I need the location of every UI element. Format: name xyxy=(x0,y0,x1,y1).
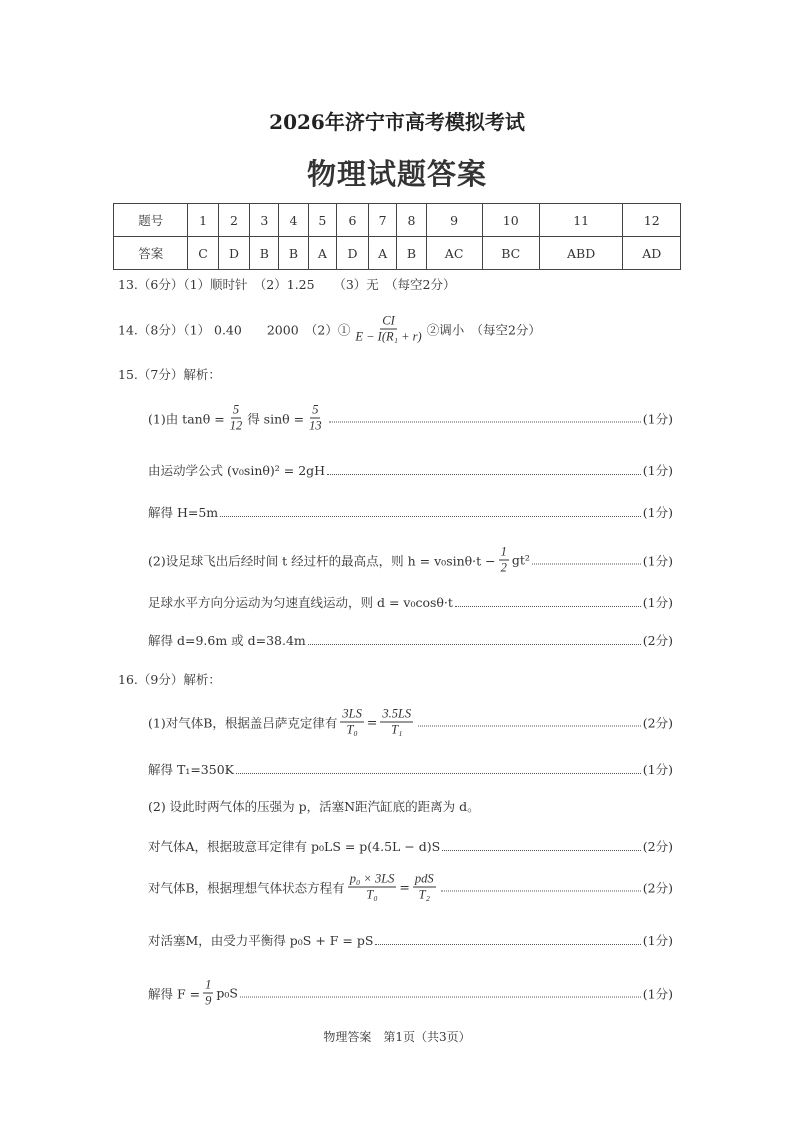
numerator: pdS xyxy=(414,871,434,886)
dot-leader xyxy=(455,598,641,607)
page-footer: 物理答案 第1页（共3页） xyxy=(323,1030,471,1044)
question-number-cell: 4 xyxy=(279,204,308,237)
dot-leader xyxy=(236,765,641,774)
answer-text: 对活塞M，由受力平衡得 p₀S + F = pS xyxy=(148,933,374,948)
answer-line xyxy=(148,760,673,778)
answer-line xyxy=(148,403,673,434)
numerator: 1 xyxy=(205,977,212,992)
dot-leader xyxy=(240,989,641,998)
question-number-cell: 3 xyxy=(250,204,279,237)
answer-cell: C xyxy=(188,237,218,270)
answer-line xyxy=(148,797,673,815)
answer-cell: BC xyxy=(482,237,539,270)
fraction xyxy=(340,707,363,738)
answer-text: 得 sinθ = xyxy=(247,411,305,426)
dot-leader xyxy=(532,556,641,565)
answer-text: 13.（6分）（1）顺时针 （2）1.25 （3）无 （每空2分） xyxy=(118,277,456,292)
answer-cell: A xyxy=(308,237,337,270)
answer-text: = xyxy=(399,879,410,895)
score-label: (1分) xyxy=(642,411,673,426)
dot-leader xyxy=(329,414,641,423)
answer-text: 16.（9分）解析： xyxy=(118,672,221,687)
answer-cell: ABD xyxy=(539,237,623,270)
score-label: (1分) xyxy=(642,463,673,478)
answer-text: 解得 d=9.6m 或 d=38.4m xyxy=(148,633,306,648)
fraction xyxy=(353,314,423,345)
answer-text: (2) 设此时两气体的压强为 p，活塞N距汽缸底的距离为 d。 xyxy=(148,799,480,814)
answer-text: 足球水平方向分运动为匀速直线运动，则 d = v₀cosθ·t xyxy=(148,595,453,610)
answer-line xyxy=(118,365,678,383)
table-row-answers xyxy=(114,237,681,270)
answer-line xyxy=(118,275,678,293)
answer-text: 对气体B，根据理想气体状态方程有 xyxy=(148,880,345,895)
answer-line xyxy=(148,631,673,649)
dot-leader xyxy=(308,636,641,645)
answer-cell: B xyxy=(397,237,426,270)
question-number-cell: 5 xyxy=(308,204,337,237)
dot-leader xyxy=(442,842,641,851)
answer-text: gt² xyxy=(511,552,530,568)
numerator: 5 xyxy=(312,402,319,417)
answer-line xyxy=(148,461,673,479)
score-label: (1分) xyxy=(642,505,673,520)
answer-line xyxy=(148,707,673,738)
answer-text: 解得 H=5m xyxy=(148,505,219,520)
question-number-cell: 6 xyxy=(337,204,369,237)
dot-leader xyxy=(418,718,641,727)
fraction xyxy=(203,978,213,1009)
numerator: 5 xyxy=(232,402,240,417)
fraction xyxy=(380,707,413,738)
answer-text: = xyxy=(366,714,378,730)
question-number-cell: 1 xyxy=(188,204,218,237)
score-label: (1分) xyxy=(642,933,673,948)
answer-text: (1)由 tanθ = xyxy=(148,411,225,426)
answer-table xyxy=(113,203,681,270)
row-header: 题号 xyxy=(114,204,188,237)
fraction xyxy=(307,403,324,434)
question-number-cell: 9 xyxy=(426,204,482,237)
score-label: (2分) xyxy=(642,839,673,854)
fraction xyxy=(228,403,245,434)
score-label: (2分) xyxy=(642,633,673,648)
score-label: (2分) xyxy=(642,715,673,730)
score-label: (2分) xyxy=(642,880,673,895)
fraction xyxy=(413,872,436,903)
answer-line xyxy=(118,314,678,345)
answer-cell: B xyxy=(279,237,308,270)
answer-text: p₀S xyxy=(216,985,238,1001)
numerator: 3LS xyxy=(342,706,362,721)
score-label: (1分) xyxy=(642,762,673,777)
row-header: 答案 xyxy=(114,237,188,270)
answer-text: 解得 F = xyxy=(148,986,201,1001)
denominator: T₂ xyxy=(418,887,430,902)
denominator: 9 xyxy=(205,993,212,1008)
question-number-cell: 12 xyxy=(623,204,681,237)
table-row-numbers xyxy=(114,204,681,237)
answer-cell: AD xyxy=(623,237,681,270)
question-number-cell: 10 xyxy=(482,204,539,237)
denominator: 13 xyxy=(309,418,322,433)
answer-cell: AC xyxy=(426,237,482,270)
exam-title: 2026年济宁市高考模拟考试 xyxy=(269,110,525,134)
answer-line xyxy=(148,593,673,611)
answer-line xyxy=(148,872,673,903)
question-number-cell: 2 xyxy=(218,204,250,237)
numerator: p₀ × 3LS xyxy=(349,871,395,886)
denominator: 2 xyxy=(500,560,507,575)
answer-cell: B xyxy=(250,237,279,270)
answer-line xyxy=(148,931,673,949)
denominator: T₀ xyxy=(366,887,378,902)
answer-cell: D xyxy=(337,237,369,270)
denominator: 12 xyxy=(229,418,243,433)
answer-text: ②调小 （每空2分） xyxy=(426,322,541,337)
answer-line xyxy=(148,545,673,576)
answer-text: (2)设足球飞出后经时间 t 经过杆的最高点，则 h = v₀sinθ·t − xyxy=(148,553,496,568)
answer-cell: A xyxy=(368,237,397,270)
question-number-cell: 8 xyxy=(397,204,426,237)
numerator: 1 xyxy=(500,544,507,559)
denominator: T₁ xyxy=(391,722,403,737)
question-number-cell: 11 xyxy=(539,204,623,237)
numerator: CI xyxy=(382,313,395,328)
denominator: T₀ xyxy=(346,722,358,737)
dot-leader xyxy=(441,883,641,892)
page-title: 物理试题答案 xyxy=(306,157,487,191)
answer-text: 14.（8分）（1） 0.40 2000 （2）① xyxy=(118,322,351,337)
answer-line xyxy=(148,503,673,521)
score-label: (1分) xyxy=(642,553,673,568)
denominator: E − I(R₁ + r) xyxy=(355,329,422,344)
answer-text: (1)对气体B，根据盖吕萨克定律有 xyxy=(148,715,338,730)
question-number-cell: 7 xyxy=(368,204,397,237)
answer-text: 解得 T₁=350K xyxy=(148,762,234,777)
answer-line xyxy=(148,837,673,855)
answer-cell: D xyxy=(218,237,250,270)
answer-text: 由运动学公式 (v₀sinθ)² = 2gH xyxy=(148,463,326,478)
answer-text: 15.（7分）解析： xyxy=(118,367,221,382)
dot-leader xyxy=(327,466,641,475)
fraction xyxy=(499,545,509,576)
answer-line xyxy=(148,978,673,1009)
score-label: (1分) xyxy=(642,986,673,1001)
fraction xyxy=(348,872,397,903)
dot-leader xyxy=(220,508,641,517)
answer-text: 对气体A，根据玻意耳定律有 p₀LS = p(4.5L − d)S xyxy=(148,839,441,854)
score-label: (1分) xyxy=(642,595,673,610)
answer-line xyxy=(118,670,678,688)
dot-leader xyxy=(375,936,640,945)
numerator: 3.5LS xyxy=(382,706,412,721)
